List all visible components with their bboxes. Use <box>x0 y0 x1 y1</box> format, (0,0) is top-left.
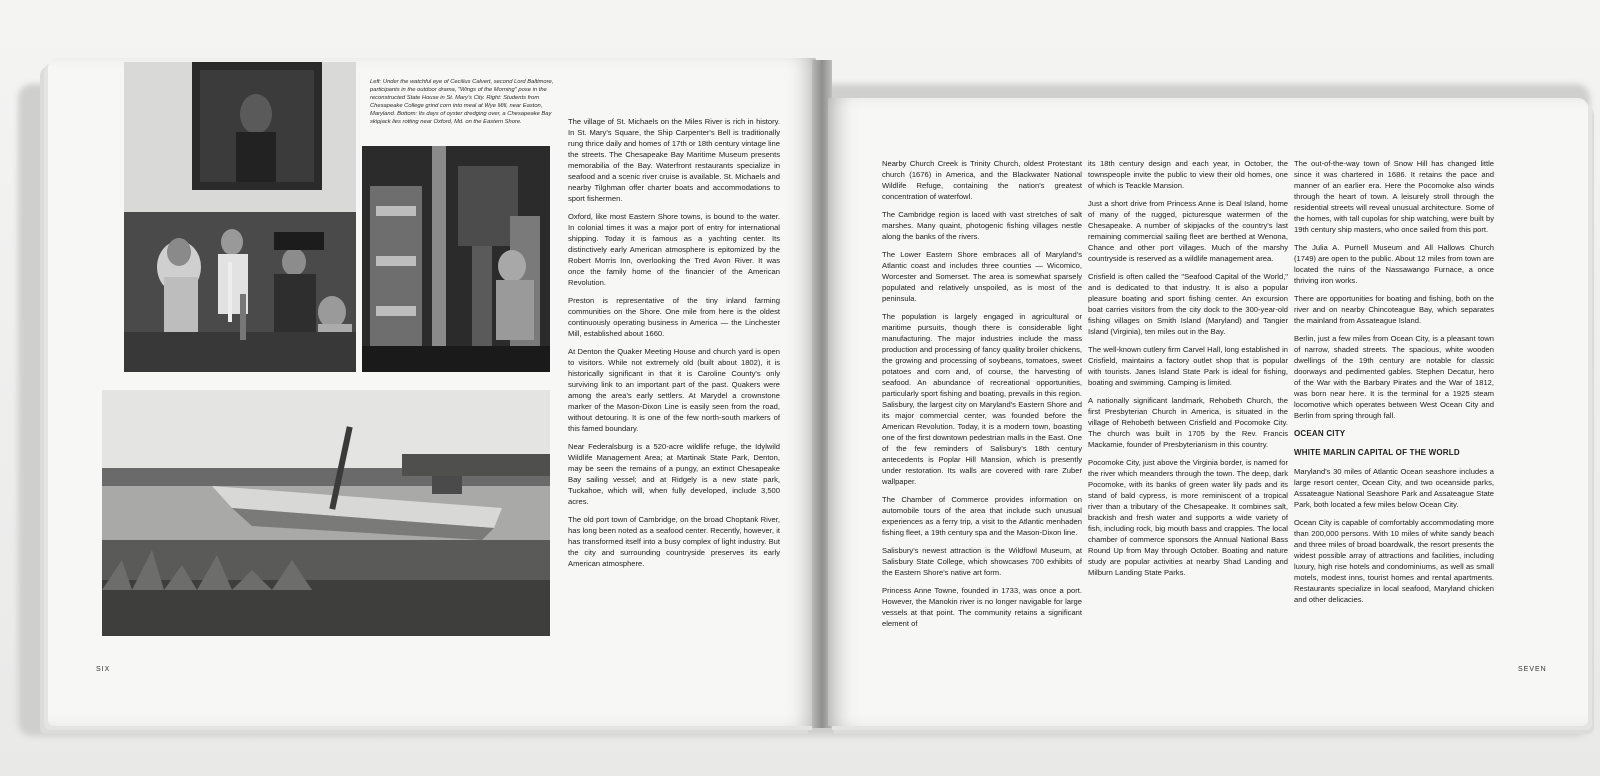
paragraph-princess-anne: Princess Anne Towne, founded in 1733, was once a port. However, the Manokin river is no longer navigable for large vessels at that point. The community retains a significant element of <box>882 586 1082 628</box>
heading-white-marlin: WHITE MARLIN CAPITAL OF THE WORLD <box>1294 448 1460 457</box>
paragraph-federalsburg: Near Federalsburg is a 520-acre wildlife refuge, the Idylwild Wildlife Management Area; at Martinak State Park, Denton, may be seen the remains of a pungy, an extinct Chesapeake Bay sailing vessel; and at Ridgely is a new state park, Tuckahoe, which will, when fully developed, include 3,500 acres. <box>568 442 780 506</box>
paragraph-snow-hill: The out-of-the-way town of Snow Hill has changed little since it was chartered in 1686. It retains the pace and manner of an earlier era. Here the Pocomoke also winds through the heart of town. A leisurely stroll through the residential streets will reveal unusual architecture. Some of the homes, with tall cupolas for ship watching, were built by 19th century ship masters, who once sailed from this port. <box>1294 159 1494 234</box>
folio-right: SEVEN <box>1518 666 1547 673</box>
paragraph-atlantic-seashore: Maryland's 30 miles of Atlantic Ocean seashore includes a large resort center, Ocean City, and two oceanside parks, Assateague National Seashore Park and Assateague State Park, both located a few miles below Ocean City. <box>1294 467 1494 509</box>
paragraph-church-creek: Nearby Church Creek is Trinity Church, oldest Protestant church (1676) in America, and the Blackwater National Wildlife Refuge, containing the nation's greatest concentration of waterfowl. <box>882 159 1082 201</box>
paragraph-chamber-of-commerce: The Chamber of Commerce provides information on automobile tours of the area that include such unusual experiences as a ferry trip, a visit to the Atlantic menhaden fishing fleet, a 19th century spa and the Mason-Dixon line. <box>882 495 1082 537</box>
paragraph-lower-eastern-shore: The Lower Eastern Shore embraces all of Maryland's Atlantic coast and includes three counties — Wicomico, Worcester and Somerset. The area is somewhat sparsely populated and relatively unspoiled, as is most of the peninsula. <box>882 250 1082 303</box>
paragraph-pocomoke: Pocomoke City, just above the Virginia border, is named for the river which meanders through the town. The deep, dark Pocomoke, with its banks of green water lily pads and its stand of bald cypress, is more reminiscent of a tropical river than a tributary of the Chesapeake. It combines salt, brackish and fresh water and supports a wide variety of fish, including rock, big mouth bass and crappies. The local chamber of commerce sponsors the Annual National Bass Round Up from May through October. Boating and nature study are popular activities at nearby Shad Landing and Milburn Landing State Parks. <box>1088 458 1288 577</box>
photo-caption: Left: Under the watchful eye of Cecilius Calvert, second Lord Baltimore, participants in the outdoor drama, "Wings of the Morning" pose in the reconstructed State House in St. Mary's City. Right: Students from Chesapeake College grind corn into meal at Wye Mill, near Easton, Maryland. Bottom: Its days of oyster dredging over, a Chesapeake Bay skipjack lies rotting near Oxford, Md. on the Eastern Shore. <box>370 79 554 125</box>
photo-state-house-drama <box>124 62 356 372</box>
left-text-column <box>568 116 780 576</box>
paragraph-ocean-city-capacity: Ocean City is capable of comfortably accommodating more than 200,000 persons. With 10 miles of white sandy beach and three miles of broad boardwalk, the resort presents the widest possible array of attractions and facilities, including luxury, high rise hotels and condominiums, as well as small motels, modest inns, tourist homes and rental apartments. Restaurants specialize in local seafood, Maryland chicken and other delicacies. <box>1294 518 1494 604</box>
text-column-2 <box>882 158 1082 636</box>
paragraph-oxford: Oxford, like most Eastern Shore towns, is bound to the water. In colonial times it was a major port of entry for international shipping. Today it is famous as a yachting center. Its distinctively early American atmosphere is epitomized by the Robert Morris Inn, overlooking the Tred Avon River. It was once the family home of the financier of the American Revolution. <box>568 212 780 287</box>
paragraph-population: The population is largely engaged in agricultural or maritime pursuits, though there is considerable light manufacturing. The major industries include the mass production and processing of fancy quality broiler chickens, the growing and processing of soybeans, tomatoes, sweet potatoes and corn and, of course, the harvesting of seafood. An abundance of recreational opportunities, particularly sport fishing and boating, prevails in this region. Salisbury, the largest city on Maryland's Eastern Shore and its major commercial center, was founded before the American Revolution. Today, it is a modern town, boasting one of the first downtown pedestrian malls in the East. One of the few reminders of Salisbury's 18th century antecedents is Poplar Hill Mansion, which is presently under restoration. Its walls are covered with rare Zuber wallpaper. <box>882 312 1082 486</box>
paragraph-purnell-museum: The Julia A. Purnell Museum and All Hallows Church (1749) are open to the public. About 12 miles from town are located the ruins of the Nassawango Furnace, a once thriving iron works. <box>1294 243 1494 285</box>
paragraph-denton: At Denton the Quaker Meeting House and church yard is open to visitors. While not extremely old (built about 1802), it is historically significant in that it is Caroline County's only surviving link to an important part of the past. Quakers were among the area's early settlers. At Marydel a crownstone marker of the Mason-Dixon Line is easily seen from the road, without detouring. It is one of the few north-south markers of this famed boundary. <box>568 347 780 433</box>
paragraph-berlin: Berlin, just a few miles from Ocean City, is a pleasant town of narrow, shaded streets. The spacious, white wooden dwellings of the 19th century are notable for classic doorways and pedimented gables. Stephen Decatur, hero of the War with the Barbary Pirates and the War of 1812, was born near here. It is the terminal for a 1925 steam locomotive which operates between West Ocean City and Berlin from spring through fall. <box>1294 334 1494 420</box>
paragraph-deal-island: Just a short drive from Princess Anne is Deal Island, home of many of the rugged, picturesque watermen of the Chesapeake. A number of skipjacks of the country's last remaining commercial sailing fleet are berthed at Wenona, Chance and other port villages. Much of the marshy countryside is reserved as a wildlife management area. <box>1088 199 1288 263</box>
paragraph-chincoteague: There are opportunities for boating and fishing, both on the river and on nearby Chincoteague Bay, which separates the mainland from Assateague Island. <box>1294 294 1494 325</box>
paragraph-crisfield: Crisfield is often called the "Seafood Capital of the World," and is dedicated to that industry. It is also a popular pleasure boating and sport fishing center. An excursion boat carries visitors from the city dock to the 300-year-old fishing villages on Smith Island (Maryland) and Tangier Island (Virginia), ten miles out in the Bay. <box>1088 272 1288 336</box>
paragraph-cambridge: The old port town of Cambridge, on the broad Choptank River, has long been noted as a seafood center. Recently, however, it has transformed itself into a busy complex of light industry. But the city and surrounding countryside preserves its early American atmosphere. <box>568 515 780 568</box>
text-column-3 <box>1088 158 1288 585</box>
paragraph-wildfowl-museum: Salisbury's newest attraction is the Wildfowl Museum, at Salisbury State College, which showcases 700 exhibits of the Eastern Shore's native art form. <box>882 546 1082 577</box>
photo-wye-mill <box>362 146 550 372</box>
heading-ocean-city: OCEAN CITY <box>1294 429 1346 438</box>
paragraph-carvel-hall: The well-known cutlery firm Carvel Hall, long established in Crisfield, maintains a factory outlet shop that is popular with tourists. Janes Island State Park is ideal for fishing, boating and swimming. Camping is limited. <box>1088 345 1288 387</box>
paragraph-rehobeth: A nationally significant landmark, Rehobeth Church, the first Presbyterian Church in America, is situated in the village of Rehobeth between Crisfield and Pocomoke City. The church was built in 1705 by the Rev. Francis Mackamie, founder of Presbyterianism in this country. <box>1088 396 1288 449</box>
paragraph-st-michaels: The village of St. Michaels on the Miles River is rich in history. In St. Mary's Square, the Ship Carpenter's Bell is traditionally rung thrice daily and homes of 17th or 18th century vintage line the streets. The Chesapeake Bay Maritime Museum presents memorabilia of the Bay. Waterfront restaurants specialize in seafood and a scenic river cruise is available. St. Michaels and nearby Tilghman offer charter boats and accommodations to sport fishermen. <box>568 117 780 203</box>
photo-skipjack <box>102 390 550 636</box>
text-column-4 <box>1294 158 1494 612</box>
paragraph-cambridge-region: The Cambridge region is laced with vast stretches of salt marshes. Many quaint, photogenic fishing villages nestle along the banks of the rivers. <box>882 210 1082 241</box>
paragraph-teackle: its 18th century design and each year, in October, the townspeople invite the public to view their old homes, one of which is Teackle Mansion. <box>1088 159 1288 190</box>
paragraph-preston: Preston is representative of the tiny inland farming communities on the Shore. One mile from here is the oldest continuously operating business in America — the Linchester Mill, established about 1660. <box>568 296 780 338</box>
folio-left: SIX <box>96 666 111 673</box>
